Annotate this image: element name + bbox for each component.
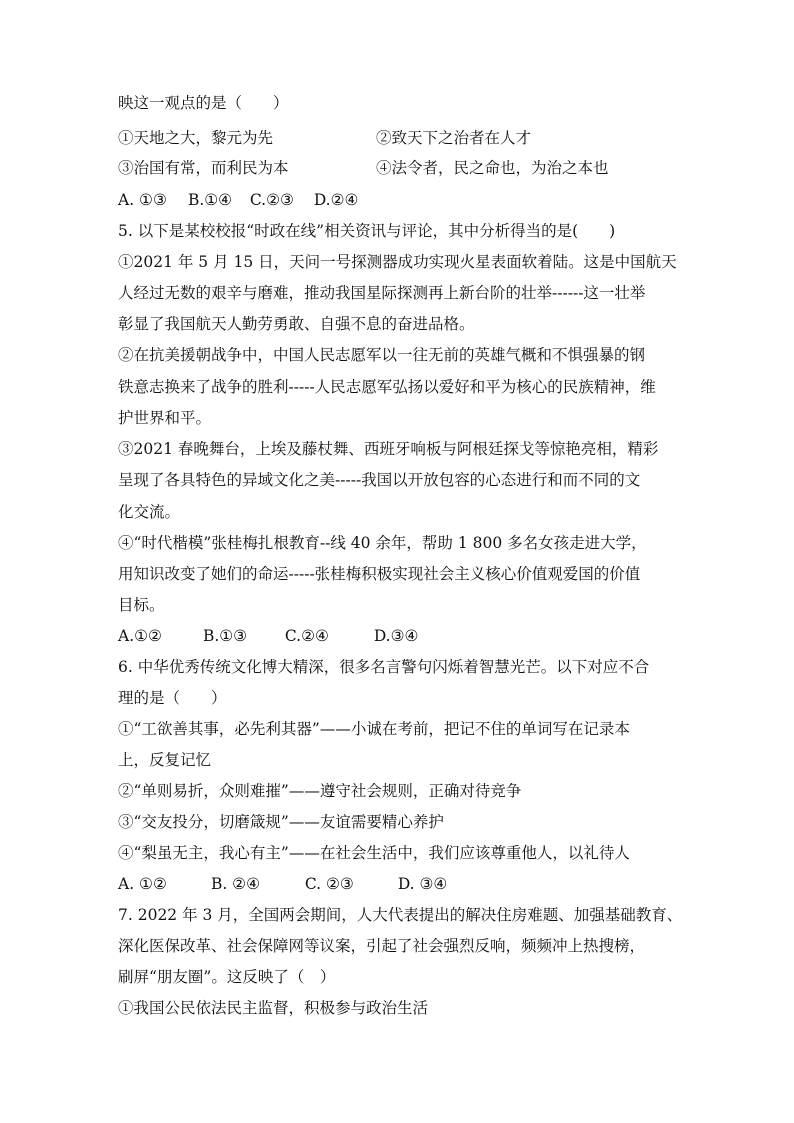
q4-option-c: C.②③ [249, 191, 294, 209]
q5-option-a: A.①② [118, 627, 162, 645]
q5-item-1-line-2: 人经过无数的艰辛与磨难，推动我国星际探测再上新台阶的壮举------这一壮举 [118, 284, 646, 302]
q5-item-3-line-3: 化交流。 [118, 503, 181, 521]
q5-item-3-line-1: ③2021 春晚舞台，上埃及藤杖舞、西班牙响板与阿根廷探戈等惊艳亮相，精彩 [118, 440, 659, 458]
q4-items-row-1 [118, 128, 531, 148]
q6-item-4: ④“梨虽无主，我心有主”——在社会生活中，我们应该尊重他人，以礼待人 [118, 844, 630, 862]
q4-items-row-2 [118, 158, 609, 178]
q6-stem-line-1: 6. 中华优秀传统文化博大精深，很多名言警句闪烁着智慧光芒。以下对应不合 [118, 658, 650, 676]
q4-option-d: D.②④ [313, 191, 359, 209]
q6-item-3: ③“交友投分，切磨箴规”——友谊需要精心养护 [118, 813, 444, 831]
q5-option-d: D.③④ [373, 627, 419, 645]
q4-option-b: B.①④ [187, 191, 233, 209]
q7-item-1: ①我国公民依法民主监督，积极参与政治生活 [118, 999, 429, 1017]
q5-option-c: C.②④ [284, 627, 329, 645]
q6-option-d: D. ③④ [397, 875, 448, 893]
q6-item-2: ②“单则易折，众则难摧”——遵守社会规则，正确对待竞争 [118, 782, 522, 800]
q4-options [118, 190, 358, 210]
q6-option-b: B. ②④ [210, 875, 260, 893]
q5-item-2-line-1: ②在抗美援朝战争中，中国人民志愿军以一往无前的英雄气概和不惧强暴的钢 [118, 346, 646, 364]
q4-stem-tail: 映这一观点的是（ ） [118, 94, 289, 112]
q6-item-1-line-2: 上，反复记忆 [118, 751, 212, 769]
q6-item-1-line-1: ①“工欲善其事，必先利其器”——小诚在考前，把记不住的单词写在记录本 [118, 720, 630, 738]
q5-item-4-line-3: 目标。 [118, 596, 165, 614]
q5-stem: 5. 以下是某校校报“时政在线”相关资讯与评论，其中分析得当的是( ) [118, 222, 616, 240]
q5-item-2-line-3: 护世界和平。 [118, 409, 212, 427]
q5-options [118, 626, 418, 646]
q4-option-a: A. ①③ [118, 191, 167, 209]
q6-option-a: A. ①② [118, 875, 167, 893]
q5-item-1-line-3: 彰显了我国航天人勤劳勇敢、自强不息的奋进品格。 [118, 315, 475, 333]
q4-item-1: ①天地之大，黎元为先 [118, 129, 274, 147]
q7-stem-line-3: 刷屏“朋友圈”。这反映了（ ） [118, 968, 336, 986]
q6-option-c: C. ②③ [304, 875, 354, 893]
q6-options [118, 874, 447, 894]
q7-stem-line-2: 深化医保改革、社会保障网等议案，引起了社会强烈反响，频频冲上热搜榜， [118, 937, 646, 955]
q4-item-2: ②致天下之治者在人才 [376, 129, 532, 147]
q5-item-3-line-2: 呈现了各具特色的异域文化之美-----我国以开放包容的心态进行和而不同的文 [118, 471, 641, 489]
q4-item-3: ③治国有常，而利民为本 [118, 159, 289, 177]
q6-stem-line-2: 理的是（ ） [118, 689, 227, 707]
q5-item-4-line-1: ④“时代楷模”张桂梅扎根教育--线 40 余年，帮助 1 800 多名女孩走进大学， [118, 534, 647, 552]
q5-item-4-line-2: 用知识改变了她们的命运-----张桂梅积极实现社会主义核心价值观爱国的价值 [118, 565, 641, 583]
q4-item-4: ④法令者，民之命也，为治之本也 [376, 159, 609, 177]
q7-stem-line-1: 7. 2022 年 3 月，全国两会期间，人大代表提出的解决住房难题、加强基础教育、 [118, 906, 683, 924]
q5-item-2-line-2: 铁意志换来了战争的胜利-----人民志愿军弘扬以爱好和平为核心的民族精神，维 [118, 378, 656, 396]
q5-option-b: B.①③ [202, 627, 248, 645]
q5-item-1-line-1: ①2021 年 5 月 15 日，天问一号探测器成功实现火星表面软着陆。这是中国航天 [118, 253, 677, 271]
